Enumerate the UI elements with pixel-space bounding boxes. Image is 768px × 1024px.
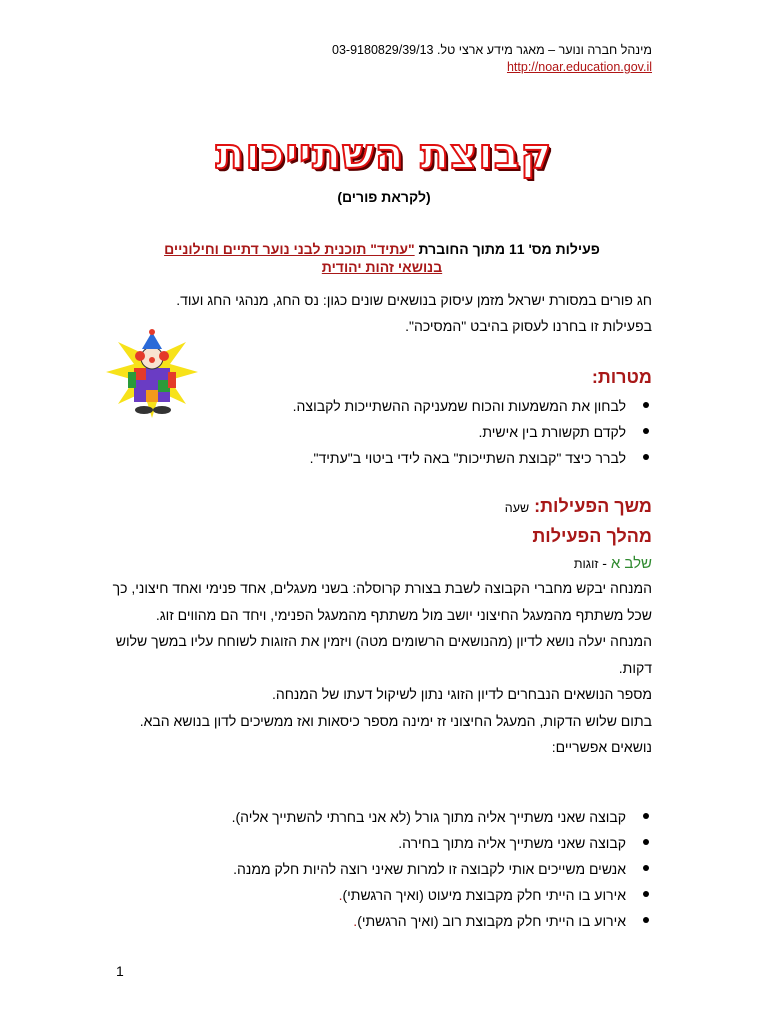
process-heading: מהלך הפעילות [532,526,652,546]
topic-text: אירוע בו הייתי חלק מקבוצת מיעוט (ואיך הרגשתי) [342,887,626,903]
instruction-paragraph: המנחה יעלה נושא לדיון (מהנושאים הרשומים מטה) ויזמין את הזוגות לשוחח עליו במשך שלוש דקות. [115,633,652,676]
document-subtitle: (לקראת פורים) [337,189,431,205]
goal-item: לברר כיצד "קבוצת השתייכות" באה לידי ביטוי ב"עתיד". [293,445,652,471]
stage-separator: - [598,555,611,571]
clown-clipart-icon [104,328,200,420]
page-header [332,42,652,76]
topic-end-punct: . [353,913,358,929]
topics-intro: נושאים אפשריים: [551,739,652,755]
topic-item: קבוצה שאני משתייך אליה מתוך גורל (לא אני בחרתי להשתייך אליה). [232,804,652,830]
instructions-body [92,575,652,761]
instruction-paragraph: מספר הנושאים הנבחרים לדיון הזוגי נתון לשיקול דעתו של המנחה. [271,686,652,702]
stage-description: זוגות [573,557,599,571]
goals-heading: מטרות: [591,367,652,387]
topic-item [232,882,652,908]
header-org-line: מינהל חברה ונוער – מאגר מידע ארצי טל. 03-9180829/39/13 [332,43,652,57]
stage-a-heading [574,555,652,572]
topic-end-punct: . [338,887,343,903]
program-link[interactable]: "עתיד" תוכנית לבני נוער דתיים וחילוניים [164,241,415,257]
topic-text: אירוע בו הייתי חלק מקבוצת רוב (ואיך הרגשתי) [357,913,626,929]
duration-value: שעה [504,501,530,515]
goal-item: לבחון את המשמעות והכוח שמעניקה ההשתייכות לקבוצה. [293,393,652,419]
duration-label: משך הפעילות: [534,496,652,516]
activity-source [112,240,652,276]
duration-line [505,496,652,517]
program-link-line2[interactable]: בנושאי זהות יהודית [321,259,443,275]
topic-item: אנשים משייכים אותי לקבוצה זו למרות שאיני רוצה להיות חלק ממנה. [232,856,652,882]
stage-name: שלב א [610,555,652,572]
intro-line-1: חג פורים במסורת ישראל מזמן עיסוק בנושאים שונים כגון: נס החג, מנהגי החג ועוד. [176,292,652,308]
topics-list [232,804,652,934]
intro-line-2: בפעילות זו בחרנו לעסוק בהיבט "המסיכה". [405,318,652,334]
topic-item: קבוצה שאני משתייך אליה מתוך בחירה. [232,830,652,856]
activity-prefix: פעילות מס' 11 מתוך החוברת [414,241,600,257]
instruction-paragraph: המנחה יבקש מחברי הקבוצה לשבת בצורת קרוסלה: בשני מעגלים, אחד פנימי ואחד חיצוני, כך שכל משתתף מהמעגל החיצוני יושב מול משתתף מהמעגל הפנימי, ויחד הם מהווים זוג. [112,580,652,623]
topic-item [232,908,652,934]
page-number: 1 [116,963,124,979]
header-link[interactable]: http://noar.education.gov.il [506,60,652,74]
instruction-paragraph: בתום שלוש הדקות, המעגל החיצוני זז ימינה מספר כיסאות ואז ממשיכים לדון בנושא הבא. [139,712,652,729]
goals-list [293,393,652,471]
document-title: קבוצת השתייכות [215,129,553,178]
goal-item: לקדם תקשורת בין אישית. [293,419,652,445]
